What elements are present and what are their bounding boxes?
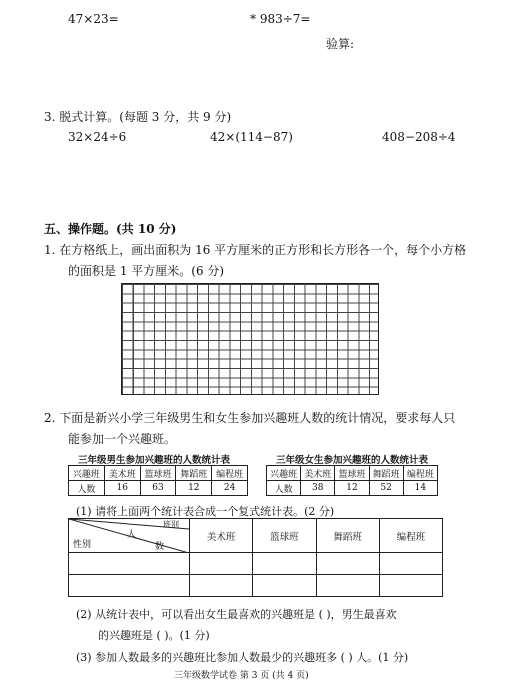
diagonal-header	[69, 519, 190, 553]
calc-mid: * 983÷7=	[250, 12, 311, 26]
header-cell: 兴趣班	[69, 466, 105, 481]
header-cell: 舞蹈班	[369, 466, 403, 481]
girls-table-caption: 三年级女生参加兴趣班的人数统计表	[276, 455, 429, 466]
header-cell: 编程班	[379, 519, 442, 553]
blank-cell[interactable]	[190, 553, 253, 575]
girls-table	[266, 465, 438, 496]
header-cell: 美术班	[104, 466, 140, 481]
sub2-line1: (2) 从统计表中，可以看出女生最喜欢的兴趣班是 ( )，男生最喜欢	[76, 608, 397, 621]
header-cell: 篮球班	[253, 519, 316, 553]
diag-num-label: 数	[155, 542, 165, 552]
sub3-line1: (3) 参加人数最多的兴趣班比参加人数最少的兴趣班多 ( ) 人。(1 分)	[76, 651, 409, 664]
header-cell: 兴趣班	[267, 466, 301, 481]
row-label: 人数	[69, 481, 105, 496]
blank-cell[interactable]	[379, 553, 442, 575]
header-cell: 美术班	[301, 466, 335, 481]
q2-line1: 2. 下面是新兴小学三年级男生和女生参加兴趣班人数的统计情况，要求每人只	[44, 411, 456, 425]
diag-top-label: 班别	[163, 520, 179, 529]
blank-cell[interactable]	[253, 553, 316, 575]
diag-mid-label: 人	[127, 530, 137, 540]
blank-cell[interactable]	[316, 553, 379, 575]
q3-item-2: 42×(114−87)	[210, 130, 293, 144]
header-cell: 美术班	[190, 519, 253, 553]
value-cell: 12	[335, 481, 369, 496]
value-cell: 12	[176, 481, 212, 496]
q2-line2: 能参加一个兴趣班。	[68, 432, 177, 446]
header-cell: 篮球班	[140, 466, 176, 481]
q1-line2: 的面积是 1 平方厘米。(6 分)	[68, 264, 225, 278]
header-cell: 编程班	[403, 466, 437, 481]
diag-left-label: 性别	[73, 540, 92, 550]
page-footer: 三年级数学试卷 第 3 页 (共 4 页)	[174, 671, 309, 681]
q3-item-3: 408−208÷4	[382, 130, 456, 144]
value-cell: 38	[301, 481, 335, 496]
value-cell: 16	[104, 481, 140, 496]
boys-table-caption: 三年级男生参加兴趣班的人数统计表	[78, 455, 231, 466]
section5-title: 五、操作题。(共 10 分)	[44, 222, 177, 236]
blank-cell[interactable]	[379, 575, 442, 597]
q1-line1: 1. 在方格纸上，画出面积为 16 平方厘米的正方形和长方形各一个，每个小方格	[44, 243, 467, 257]
calc-left: 47×23=	[68, 12, 119, 26]
header-cell: 编程班	[212, 466, 248, 481]
compound-table[interactable]	[68, 518, 443, 597]
header-cell: 舞蹈班	[316, 519, 379, 553]
row-label: 人数	[267, 481, 301, 496]
value-cell: 24	[212, 481, 248, 496]
value-cell: 14	[403, 481, 437, 496]
check-label: 验算:	[326, 37, 355, 51]
sub2-line2: 的兴趣班是 ( )。(1 分)	[98, 629, 210, 642]
value-cell: 52	[369, 481, 403, 496]
blank-cell[interactable]	[253, 575, 316, 597]
header-cell: 篮球班	[335, 466, 369, 481]
sub1-text: (1) 请将上面两个统计表合成一个复式统计表。(2 分)	[76, 505, 335, 518]
header-cell: 舞蹈班	[176, 466, 212, 481]
q3-item-1: 32×24÷6	[68, 130, 127, 144]
boys-table	[68, 465, 248, 496]
blank-cell[interactable]	[316, 575, 379, 597]
blank-cell[interactable]	[69, 575, 190, 597]
q3-title: 3. 脱式计算。(每题 3 分，共 9 分)	[44, 110, 232, 124]
grid-paper[interactable]	[121, 283, 379, 395]
value-cell: 63	[140, 481, 176, 496]
blank-cell[interactable]	[190, 575, 253, 597]
blank-cell[interactable]	[69, 553, 190, 575]
